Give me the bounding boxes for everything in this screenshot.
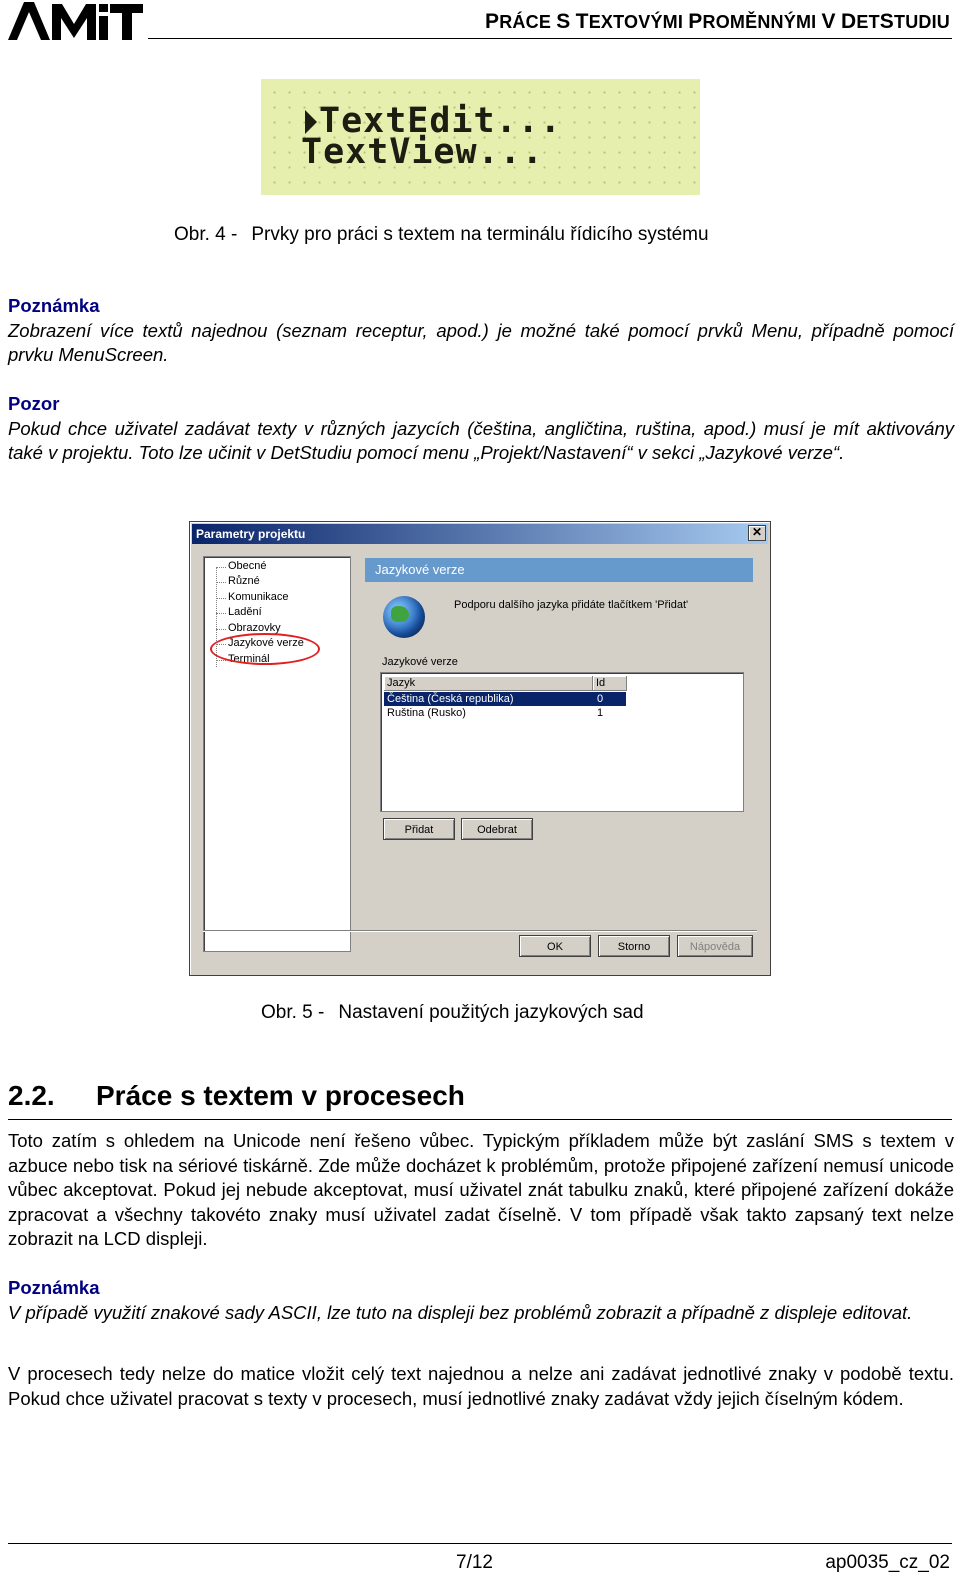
warning-heading: Pozor — [8, 393, 60, 414]
lcd-display-image — [261, 79, 700, 195]
note-1-heading: Poznámka — [8, 295, 100, 316]
tree-item-obrazovky[interactable]: Obrazovky — [228, 622, 281, 634]
document-id: ap0035_cz_02 — [825, 1552, 950, 1573]
tree-item-ruzne[interactable]: Různé — [228, 575, 260, 587]
note-2 — [8, 1276, 954, 1325]
lcd-line-2: TextView... — [301, 132, 544, 172]
tree-item-ladeni[interactable]: Ladění — [228, 606, 262, 618]
cursor-arrow-icon — [305, 110, 317, 134]
page-header-title: PRÁCE S TEXTOVÝMI PROMĚNNÝMI V DETSTUDIU — [485, 10, 950, 33]
note-1-text: Zobrazení více textů najednou (seznam receptur, apod.) je možné také pomocí prvků Menu, případně pomocí prvku MenuScreen. — [8, 319, 954, 366]
warning-text: Pokud chce uživatel zadávat texty v různých jazycích (čeština, angličtina, ruština, apod.) musí je mít aktivovány také v projektu. Toto lze učinit v DetStudiu pomocí menu „Projekt/Nastavení“ v sekci „Jazykové verze“. — [8, 417, 954, 464]
tree-branch — [216, 567, 226, 568]
lcd-line-1: TextEdit... — [305, 104, 562, 139]
paragraph-2: V procesech tedy nelze do matice vložit celý text najednou a nelze ani zadávat jednotlivé znaky v podobě textu. Pokud chce uživatel pracovat s texty v procesech, musí jednotlivé znaky zadávat vždy jejich číselným kódem. — [8, 1363, 954, 1409]
list-row[interactable] — [384, 706, 626, 720]
dialog-title: Parametry projektu — [192, 524, 768, 544]
close-icon[interactable]: ✕ — [748, 525, 766, 541]
tree-item-terminal[interactable]: Terminál — [228, 653, 270, 665]
add-button[interactable]: Přidat — [383, 818, 455, 840]
paragraph-1: Toto zatím s ohledem na Unicode není řešeno vůbec. Typickým příkladem může být zaslání SMS s textem v azbuce nebo tisk na sériové tiskárně. Zde může docházet k problémům, protože připojené zařízení nemusí unicode vůbec akceptovat. Pokud jej nebude akceptovat, musí uživatel znát tabulku znaků, které připojené zařízení dokáže zpracovat a všechny takovéto znaky musí uživatel zadat číselně. V tom případě však takto zapsaný text nelze zobrazit na LCD displeji. — [8, 1130, 954, 1250]
warning — [8, 392, 954, 466]
list-header — [384, 676, 626, 691]
section-heading: 2.2. Práce s textem v procesech — [8, 1080, 465, 1111]
tree-branch — [216, 613, 226, 614]
hint-text: Podporu dalšího jazyka přidáte tlačítkem 'Přidat' — [454, 599, 689, 611]
tree-branch — [216, 598, 226, 599]
column-header-id[interactable]: Id — [593, 676, 627, 691]
tree-branch — [216, 629, 226, 630]
list-row[interactable] — [384, 692, 626, 706]
row-language: Čeština (Česká republika) — [387, 693, 514, 705]
language-group-label: Jazykové verze — [382, 656, 458, 668]
note-2-heading: Poznámka — [8, 1277, 100, 1298]
row-language: Ruština (Rusko) — [387, 707, 466, 719]
figure-4-caption: Obr. 4 - Prvky pro práci s textem na terminálu řídicího systému — [174, 224, 709, 245]
amit-logo — [8, 2, 143, 40]
settings-tree — [203, 556, 351, 952]
ok-button[interactable]: OK — [519, 935, 591, 957]
project-parameters-dialog — [189, 521, 771, 976]
figure-5-caption: Obr. 5 - Nastavení použitých jazykových sad — [261, 1002, 644, 1023]
note-1 — [8, 294, 954, 368]
tree-item-komunikace[interactable]: Komunikace — [228, 591, 289, 603]
globe-icon — [383, 596, 425, 638]
help-button[interactable]: Nápověda — [677, 935, 753, 957]
column-header-jazyk[interactable]: Jazyk — [384, 676, 593, 691]
tree-branch — [216, 582, 226, 583]
footer-rule — [8, 1543, 952, 1544]
note-2-text: V případě využití znakové sady ASCII, lze tuto na displeji bez problémů zobrazit a případně z displeje editovat. — [8, 1301, 913, 1323]
row-id: 1 — [597, 707, 604, 719]
tree-item-jazykove-verze[interactable]: Jazykové verze — [228, 637, 304, 649]
row-id: 0 — [597, 693, 604, 705]
highlight-ellipse — [210, 633, 320, 665]
dialog-separator — [203, 930, 757, 932]
language-list — [380, 672, 744, 812]
section-rule — [8, 1119, 952, 1120]
panel-header: Jazykové verze — [365, 558, 753, 582]
cancel-button[interactable]: Storno — [598, 935, 670, 957]
page-number: 7/12 — [456, 1552, 493, 1573]
tree-branch — [216, 660, 226, 661]
globe-land — [391, 606, 409, 622]
tree-item-obecne[interactable]: Obecné — [228, 560, 267, 572]
header-rule — [148, 38, 952, 39]
remove-button[interactable]: Odebrat — [461, 818, 533, 840]
